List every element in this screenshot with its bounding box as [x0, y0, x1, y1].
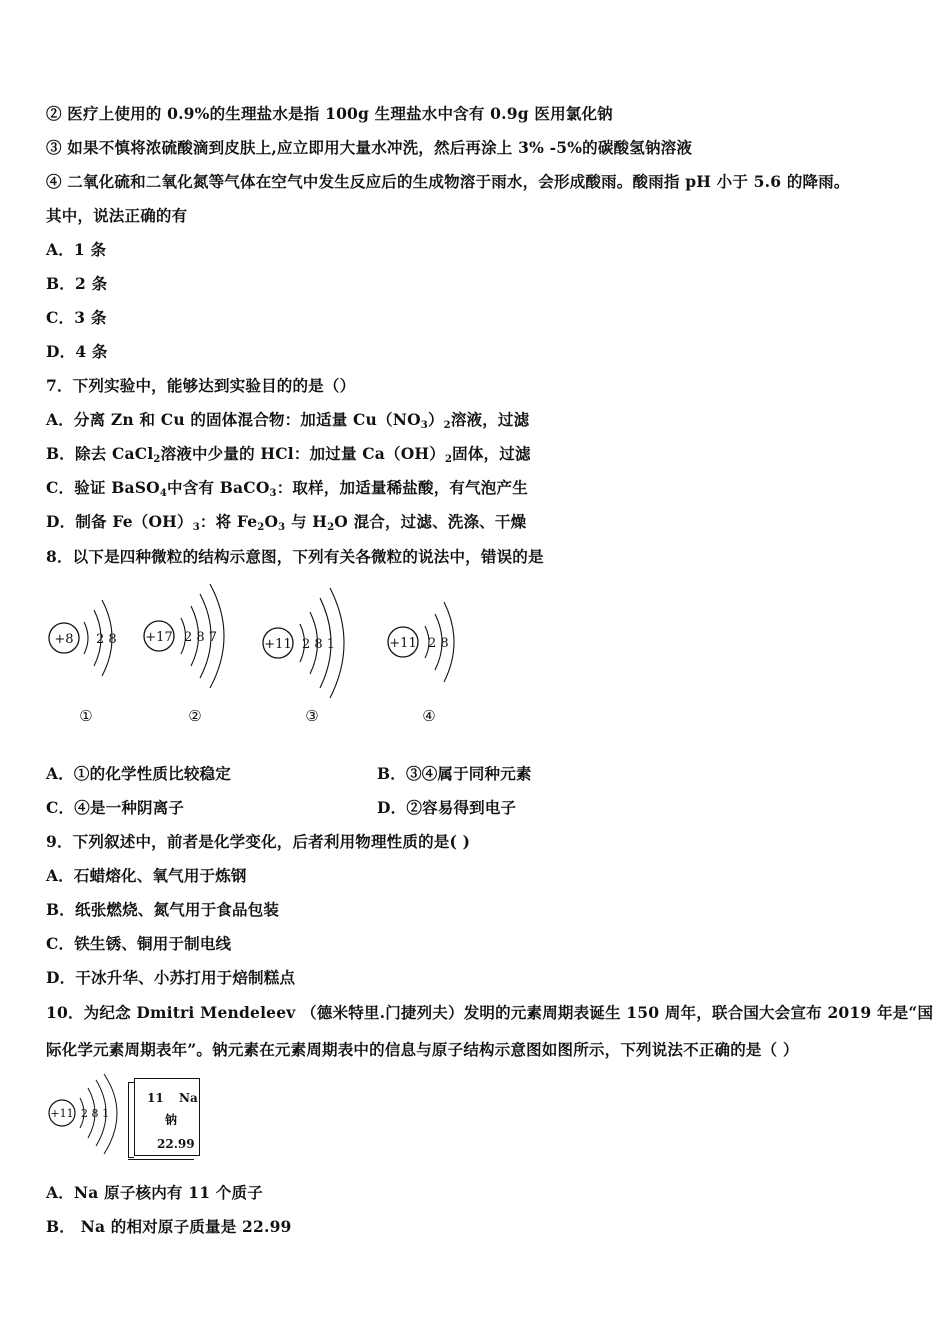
atom-diagram-4	[388, 602, 454, 725]
q7-option-b: B．除去 CaCl$_2$溶液中少量的 HCl：加过量 $Ca(OH)_2$固体，过滤	[46, 444, 531, 465]
q7-option-a: A．分离 Zn 和 Cu 的固体混合物：加适量 $Cu(NO_3)_2$溶液，过滤	[46, 410, 530, 431]
q8-option-d: D．②容易得到电子	[377, 798, 517, 817]
q10-sodium-atom-diagram	[40, 1070, 130, 1160]
atom-3-label: ③	[305, 707, 319, 725]
atom-diagram-3	[263, 588, 344, 725]
q9-option-b: B．纸张燃烧、氮气用于食品包装	[46, 900, 280, 919]
q6-option-d: D．4 条	[46, 342, 108, 361]
q7-stem: 7．下列实验中，能够达到实验目的的是（）	[46, 376, 356, 395]
q6-option-a: A．1 条	[46, 240, 107, 259]
card-symbol: Na	[179, 1091, 198, 1105]
q8-option-a: A．①的化学性质比较稳定	[46, 764, 231, 783]
card-element-name: 钠	[165, 1113, 178, 1127]
q10-option-a: A．Na 原子核内有 11 个质子	[46, 1183, 263, 1202]
q6-option-b: B．2 条	[46, 274, 108, 293]
atom-4-label: ④	[422, 707, 436, 725]
statement-4: ④ 二氧化硫和二氧化氮等气体在空气中发生反应后的生成物溶于雨水，会形成酸雨。酸雨指 pH 小于 5.6 的降雨。	[46, 172, 850, 191]
card-atomic-number: 11	[147, 1091, 164, 1105]
sodium-nucleus: +11	[50, 1107, 74, 1120]
q8-stem: 8．以下是四种微粒的结构示意图，下列有关各微粒的说法中，错误的是	[46, 547, 544, 566]
atom-diagram-2	[144, 584, 224, 725]
atom-1-shells: 2 8	[96, 632, 117, 647]
q9-option-c: C．铁生锈、铜用于制电线	[46, 934, 232, 953]
card-front	[134, 1078, 200, 1156]
sodium-shells: 2 8 1	[81, 1107, 109, 1120]
atom-3-nucleus: +11	[264, 637, 292, 652]
q9-stem: 9．下列叙述中，前者是化学变化，后者利用物理性质的是( )	[46, 832, 471, 851]
q10-option-b: B． Na 的相对原子质量是 22.99	[46, 1217, 292, 1236]
q9-option-a: A．石蜡熔化、氧气用于炼钢	[46, 866, 247, 885]
atom-3-shells: 2 8 1	[302, 637, 336, 652]
statement-prompt: 其中，说法正确的有	[46, 206, 188, 225]
q8-atom-diagrams	[40, 580, 480, 730]
q7-option-d: D．制备 $Fe(OH)_3$：将 $Fe_2O_3$ 与 $H_2O$ 混合，过滤、洗涤、干燥	[46, 512, 527, 533]
atom-1-label: ①	[79, 707, 93, 725]
q8-option-b: B．③④属于同种元素	[377, 764, 532, 783]
atom-4-nucleus: +11	[389, 636, 417, 651]
q6-option-c: C．3 条	[46, 308, 107, 327]
card-atomic-mass: 22.99	[157, 1137, 195, 1151]
atom-diagram-1	[49, 600, 117, 725]
q10-stem-line2: 际化学元素周期表年”。钠元素在元素周期表中的信息与原子结构示意图如图所示，下列说法不正确的是（ ）	[46, 1040, 799, 1059]
statement-3: ③ 如果不慎将浓硫酸滴到皮肤上,应立即用大量水冲洗，然后再涂上 3% -5%的碳酸氢钠溶液	[46, 138, 693, 157]
q7-option-c: C．验证 BaSO$_4$中含有 BaCO$_3$：取样，加适量稀盐酸，有气泡产生	[46, 478, 528, 499]
q10-stem-line1: 10．为纪念 Dmitri Mendeleev （德米特里.门捷列夫）发明的元素周期表诞生 150 周年，联合国大会宣布 2019 年是“国	[46, 1003, 934, 1022]
atom-2-label: ②	[188, 707, 202, 725]
sodium-periodic-card	[128, 1078, 200, 1158]
q8-option-c: C．④是一种阴离子	[46, 798, 185, 817]
atom-1-nucleus: +8	[54, 632, 74, 647]
atom-2-shells: 2 8 7	[184, 630, 218, 645]
statement-2: ② 医疗上使用的 0.9%的生理盐水是指 100g 生理盐水中含有 0.9g 医用氯化钠	[46, 104, 613, 123]
atom-4-shells: 2 8	[428, 636, 449, 651]
atom-2-nucleus: +17	[145, 630, 173, 645]
q9-option-d: D．干冰升华、小苏打用于焙制糕点	[46, 968, 296, 987]
